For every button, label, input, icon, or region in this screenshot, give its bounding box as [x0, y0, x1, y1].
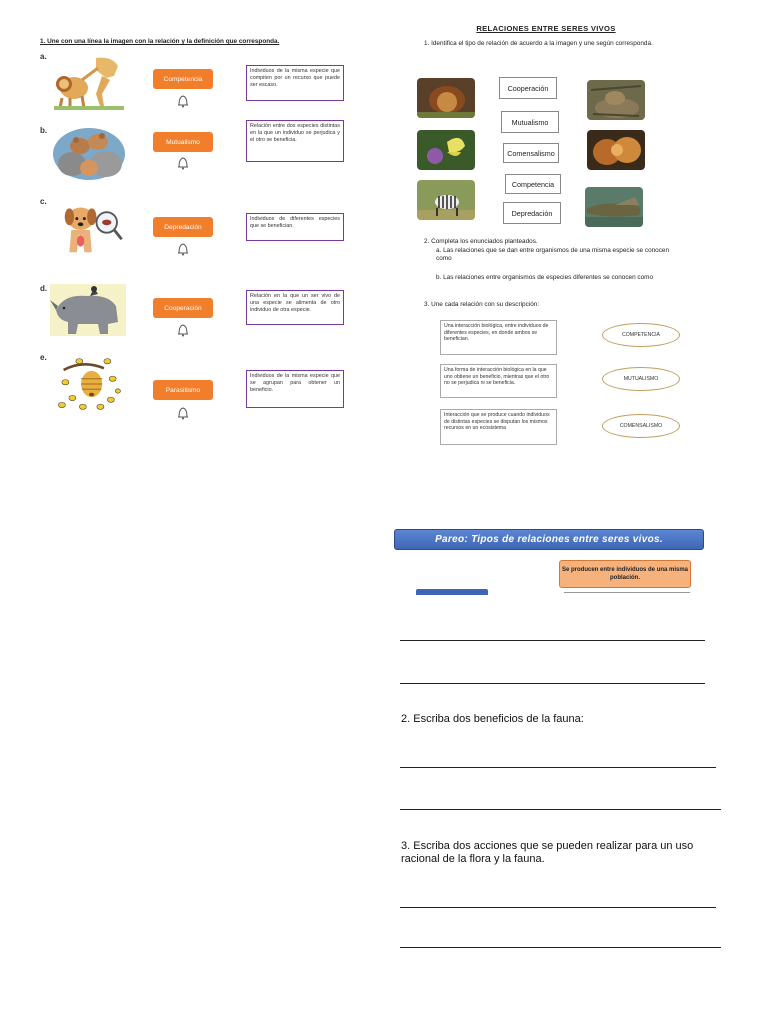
pareo-card[interactable]: Se producen entre individuos de una misma población.: [559, 560, 691, 588]
bird-nest-photo: [587, 80, 645, 120]
row-letter: a.: [40, 52, 47, 61]
lions-fighting-photo: [587, 130, 645, 170]
description-box: Interacción que se produce cuando individuos de distintas especies se disputan los mismos recursos en un ecosistema: [440, 409, 557, 445]
right-title: RELACIONES ENTRE SERES VIVOS: [476, 24, 616, 33]
bell-icon: [177, 323, 189, 337]
question-1: 1. Identifica el tipo de relación de acuerdo a la imagen y une según corresponda.: [424, 40, 653, 47]
word-box-competencia[interactable]: Competencia: [505, 174, 561, 194]
row-letter: e.: [40, 353, 47, 362]
definition-box: Relación en la que un ser vivo de una especie se alimenta de otro individuo de otra especie.: [246, 290, 344, 325]
lion-photo: [417, 78, 475, 118]
term-button-competencia[interactable]: Competencia: [153, 69, 213, 89]
question-fauna-benefits: 2. Escriba dos beneficios de la fauna:: [401, 713, 584, 725]
lions-icon: [52, 54, 126, 110]
crocodile-photo: [585, 187, 643, 227]
butterfly-flower-photo: [417, 130, 475, 170]
term-button-cooperacion[interactable]: Cooperación: [153, 298, 213, 318]
question-3: 3. Une cada relación con su descripción:: [424, 301, 540, 308]
zebra-photo: [417, 180, 475, 220]
question-2: 2. Completa los enunciados planteados.: [424, 238, 538, 245]
pareo-blue-card[interactable]: [416, 589, 488, 595]
answer-line[interactable]: [400, 809, 721, 810]
oval-comensalismo[interactable]: COMENSALISMO: [602, 414, 680, 438]
bell-icon: [177, 94, 189, 108]
oval-competencia[interactable]: COMPETENCIA: [602, 323, 680, 347]
answer-line[interactable]: [400, 683, 705, 684]
bell-icon: [177, 406, 189, 420]
bees-hive-icon: [52, 356, 126, 412]
term-button-parasitismo[interactable]: Parasitismo: [153, 380, 213, 400]
term-button-depredacion[interactable]: Depredación: [153, 217, 213, 237]
row-letter: b.: [40, 126, 48, 135]
answer-line[interactable]: [400, 640, 705, 641]
pareo-section: [394, 529, 704, 595]
left-worksheet: [36, 34, 348, 420]
word-box-cooperacion[interactable]: Cooperación: [499, 77, 557, 99]
answer-line[interactable]: [400, 947, 721, 948]
row-letter: d.: [40, 284, 48, 293]
question-2a: a. Las relaciones que se dan entre organismos de una misma especie se conocen como: [436, 247, 670, 262]
bears-icon: [52, 124, 126, 180]
description-box: Una interacción biológica, entre individuos de diferentes especies, en donde ambos se benefician.: [440, 320, 557, 355]
definition-box: Individuos de diferentes especies que se benefician.: [246, 213, 344, 241]
answer-line[interactable]: [400, 767, 716, 768]
left-heading: 1. Une con una línea la imagen con la relación y la definición que corresponda.: [40, 38, 280, 45]
pareo-title: Pareo: Tipos de relaciones entre seres vivos.: [394, 529, 704, 550]
description-box: Una forma de interacción biológica en la que uno obtiene un beneficio, mientras que el otro no se perjudica ni se beneficia.: [440, 364, 557, 398]
question-rational-use: 3. Escriba dos acciones que se pueden realizar para un uso racional de la flora y la fauna.: [401, 840, 694, 865]
word-box-depredacion[interactable]: Depredación: [503, 202, 561, 224]
bell-icon: [177, 242, 189, 256]
divider: [564, 592, 690, 593]
bell-icon: [177, 156, 189, 170]
dog-flea-icon: [52, 200, 126, 256]
term-button-mutualismo[interactable]: Mutualismo: [153, 132, 213, 152]
rhino-bird-icon: [50, 282, 126, 338]
definition-box: Relación entre dos especies distintas en la que un individuo se perjudica y el otro se beneficia.: [246, 120, 344, 162]
word-box-comensalismo[interactable]: Comensalismo: [503, 143, 559, 163]
definition-box: Individuos de la misma especie que compiten por un recurso que puede ser escaso.: [246, 65, 344, 101]
word-box-mutualismo[interactable]: Mutualismo: [501, 111, 559, 133]
oval-mutualismo[interactable]: MUTUALISMO: [602, 367, 680, 391]
row-letter: c.: [40, 197, 47, 206]
answer-line[interactable]: [400, 907, 716, 908]
question-2b: b. Las relaciones entre organismos de especies diferentes se conocen como: [436, 274, 654, 281]
definition-box: Individuos de la misma especie que se agrupan para obtener un beneficio.: [246, 370, 344, 408]
right-worksheet: [410, 20, 682, 450]
